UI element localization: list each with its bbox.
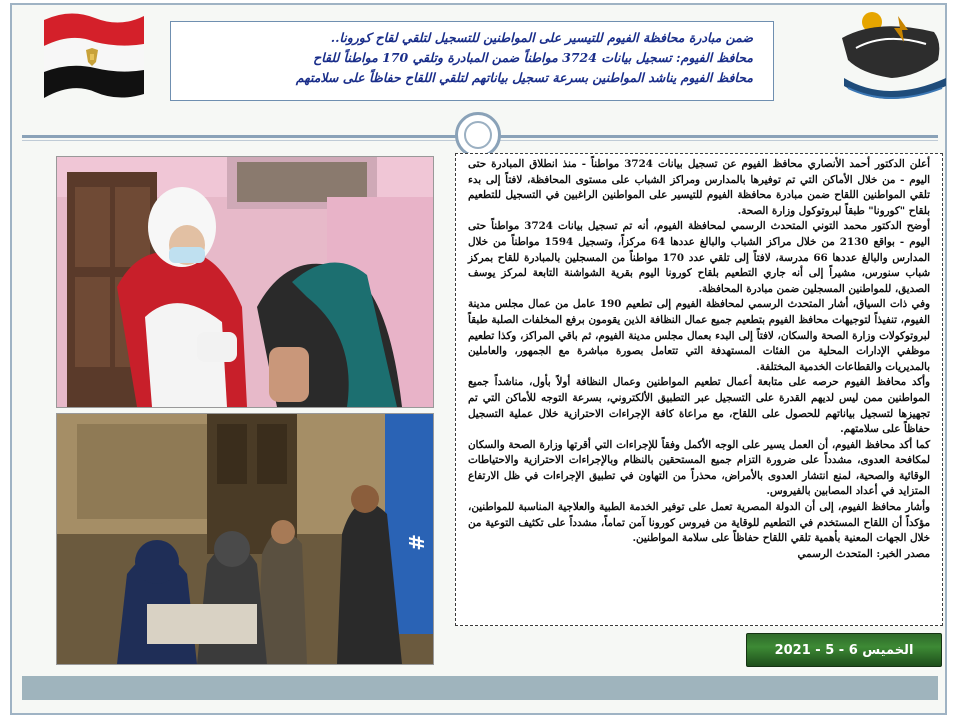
article-body — [455, 153, 943, 626]
date-text: الخميس 6 - 5 - 2021 — [774, 642, 914, 658]
article-paragraph: وفي ذات السياق، أشار المتحدث الرسمي لمحافظة الفيوم إلى تطعيم 190 عامل من عمال مجلس مدينة الفيوم، تنفيذاً لتوجيهات محافظ الفيوم بتطعيم جميع عمال النظافة الذين يقومون برفع المخلفات الصلبة طبقاً لبروتوكولات وزارة الصحة والسكان، لافتاً إلى البدء بعمال مجلس مدينة الفيوم، ثم باقي المراكز، وكذا تطعيم موظفي الإدارات المحلية من الفئات المستهدفة التي تتعامل بصورة مباشرة مع الجمهور، والعاملين بالمديريات والقطاعات الخدمية المختلفة. — [468, 298, 930, 373]
svg-text:#: # — [404, 534, 428, 551]
article-paragraph: وأكد محافظ الفيوم حرصه على متابعة أعمال تطعيم المواطنين وعمال النظافة أولاً بأول، مناشداً جميع المواطنين ممن ليس لديهم القدرة على التسجيل عبر التطبيق الألكتروني، بسرعة التوجه للأماكن التي تم تجهيزها لتسجيل بياناتهم للحصول على اللقاح، مع مراعاة كافة الإجراءات الاحترازية خلال عملية التسجيل حفاظاً على سلامتهم. — [468, 376, 930, 436]
headline-box — [170, 21, 774, 101]
circle-ornament-icon — [455, 112, 501, 158]
headline-line-3: محافظ الفيوم يناشد المواطنين بسرعة تسجيل بياناتهم لتلقي اللقاح حفاظاً على سلامتهم — [295, 70, 753, 85]
headline-line-1: ضمن مبادرة محافظة الفيوم للتيسير على المواطنين للتسجيل لتلقي لقاح كورونا.. — [330, 30, 753, 45]
article-source: مصدر الخبر: المتحدث الرسمي — [797, 547, 930, 560]
article-paragraph: كما أكد محافظ الفيوم، أن العمل يسير على الوجه الأكمل وفقاً للإجراءات التي أقرتها وزارة الصحة والسكان لمكافحة العدوى، مشدداً على ضرورة التزام جميع المستحقين بالنظام وبالإجراءات الاحترازية والاحتياطات الوقائية والصحية، لمنع انتشار العدوى بالأمراض، محذراً من التهاون في تطبيق الإجراءات في ظل الارتفاع المتزايد في أعداد المصابين بالفيروس. — [468, 438, 930, 498]
egypt-flag-icon — [40, 8, 146, 100]
article-paragraph: وأشار محافظ الفيوم، إلى أن الدولة المصرية تعمل على توفير الخدمة الطبية والعلاجية المناسبة للمواطنين، مؤكداً أن اللقاح المستخدم في التطعيم للوقاية من فيروس كورونا آمن تماماً، مشدداً على تكثيف التوعية من خلال الجهات المعنية بأهمية تلقي اللقاح حفاظاً على سلامة المواطنين. — [468, 501, 930, 545]
date-badge — [746, 633, 942, 667]
headline-line-2: محافظ الفيوم: تسجيل بيانات 3724 مواطناً ضمن المبادرة وتلقي 170 مواطناً للقاح — [313, 50, 753, 65]
article-paragraph: أوضح الدكتور محمد التوني المتحدث الرسمي لمحافظة الفيوم، أنه تم تسجيل بيانات 3724 مواطناً حتى اليوم - بواقع 2130 من خلال مراكز الشباب والبالغ عددها 64 مركزاً، وتسجيل 1594 مواطناً من خلال المدارس والبالغ عددها 66 مدرسة، لافتاً إلى تلقي عدد 170 مواطناً من المسجلين بالمبادرة للقاح بمركز شباب سنورس، مشيراً إلى أنه جاري التطعيم بلقاح كورونا اليوم بقرية الشواشنة التابعة لمركز يوسف الصديق، للمواطنين المسجلين ضمن مبادرة المحافظة. — [468, 220, 930, 295]
footer-band — [22, 676, 938, 700]
photo-vaccination — [56, 156, 434, 408]
governorate-logo — [838, 8, 948, 104]
photo-registration — [56, 413, 434, 665]
article-paragraph: أعلن الدكتور أحمد الأنصاري محافظ الفيوم عن تسجيل بيانات 3724 مواطناً - منذ انطلاق المبادرة حتى اليوم - من خلال الأماكن التي تم توفيرها بالمدارس ومراكز الشباب على مستوى المحافظة، لافتاً إلى بدء تلقي المواطنين اللقاح ضمن مبادرة محافظة الفيوم للتيسير على المواطنين الراغبين في التسجيل للتطعيم بلقاح "كورونا" طبقاً لبروتوكول وزارة الصحة. — [468, 158, 930, 217]
